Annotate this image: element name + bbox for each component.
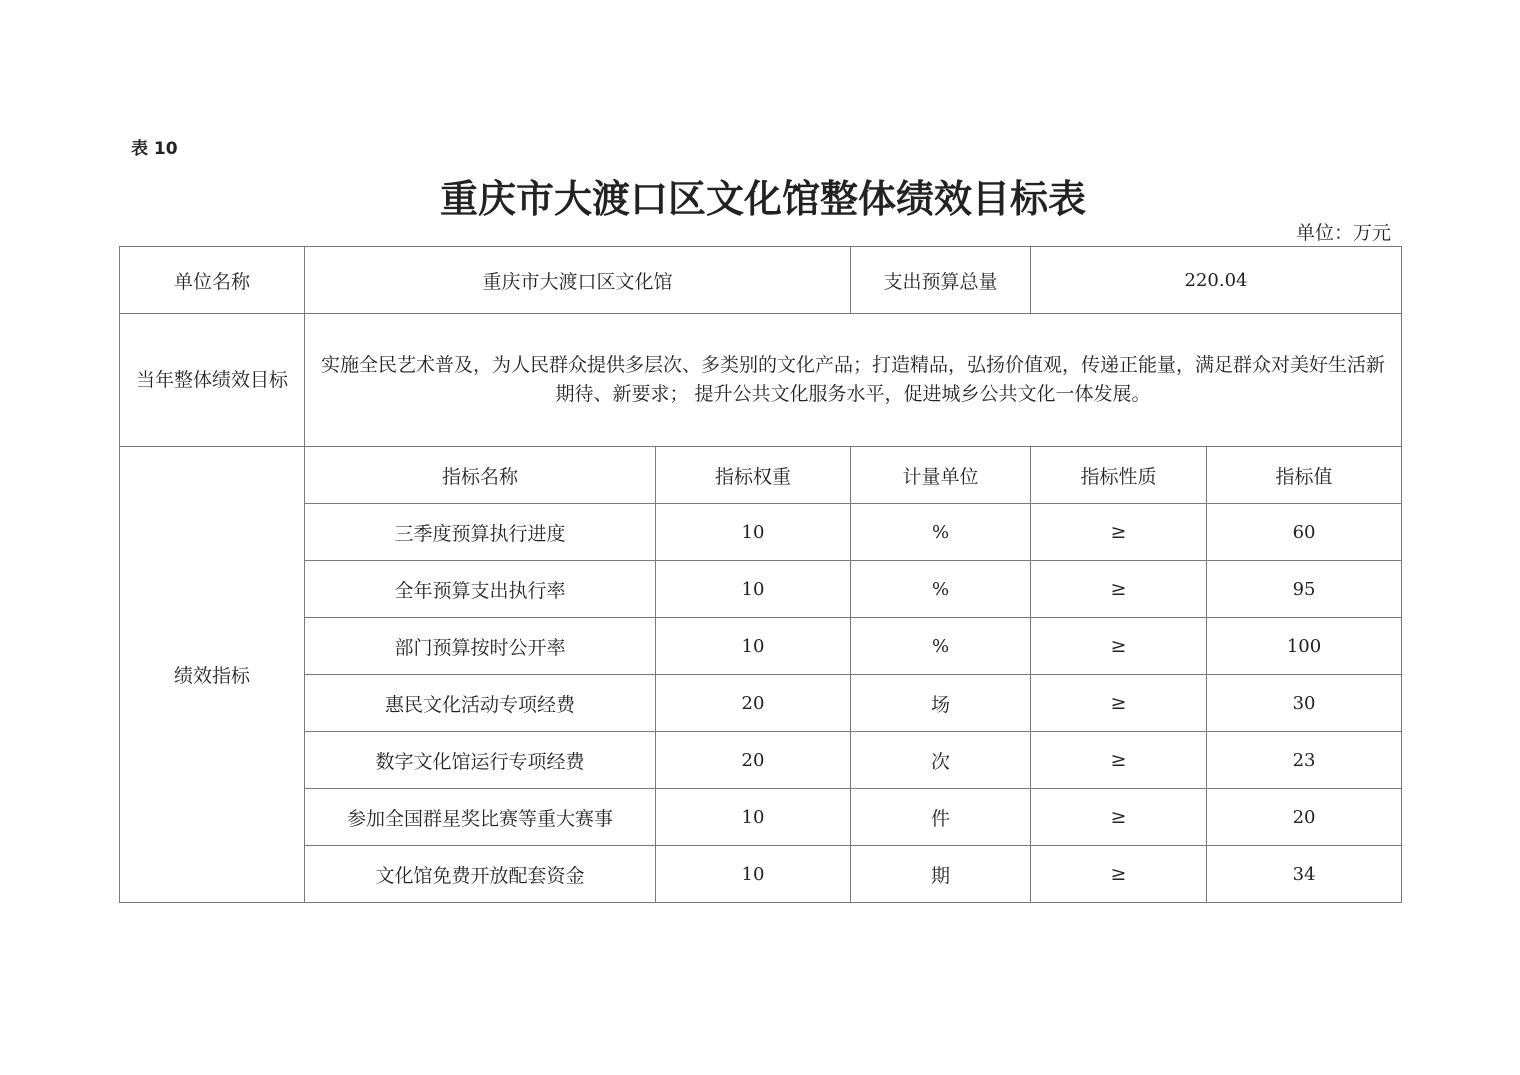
budget-label: 支出预算总量 bbox=[851, 247, 1031, 314]
goal-text: 实施全民艺术普及，为人民群众提供多层次、多类别的文化产品；打造精品，弘扬价值观，传递正能量，满足群众对美好生活新期待、新要求； 提升公共文化服务水平，促进城乡公共文化一体发展。 bbox=[305, 314, 1402, 447]
indicator-unit: 场 bbox=[851, 675, 1031, 732]
column-header: 指标名称 bbox=[305, 447, 656, 504]
indicator-unit: % bbox=[851, 618, 1031, 675]
indicator-nature: ≥ bbox=[1031, 732, 1207, 789]
unit-name-value: 重庆市大渡口区文化馆 bbox=[305, 247, 851, 314]
indicator-weight: 10 bbox=[656, 504, 851, 561]
indicator-weight: 10 bbox=[656, 846, 851, 903]
indicator-value: 20 bbox=[1207, 789, 1402, 846]
page-title: 重庆市大渡口区文化馆整体绩效目标表 bbox=[439, 177, 1086, 221]
indicator-weight: 20 bbox=[656, 732, 851, 789]
indicator-unit: 期 bbox=[851, 846, 1031, 903]
indicator-name: 文化馆免费开放配套资金 bbox=[305, 846, 656, 903]
indicator-name: 部门预算按时公开率 bbox=[305, 618, 656, 675]
indicator-value: 95 bbox=[1207, 561, 1402, 618]
indicator-unit: % bbox=[851, 504, 1031, 561]
column-header: 指标值 bbox=[1207, 447, 1402, 504]
indicator-value: 30 bbox=[1207, 675, 1402, 732]
indicator-nature: ≥ bbox=[1031, 846, 1207, 903]
table-row bbox=[120, 732, 1402, 789]
table-row bbox=[120, 618, 1402, 675]
goal-row bbox=[120, 314, 1402, 447]
performance-table bbox=[119, 246, 1402, 903]
indicator-nature: ≥ bbox=[1031, 675, 1207, 732]
indicator-name: 三季度预算执行进度 bbox=[305, 504, 656, 561]
table-row bbox=[120, 789, 1402, 846]
indicator-nature: ≥ bbox=[1031, 504, 1207, 561]
indicator-value: 60 bbox=[1207, 504, 1402, 561]
table-row bbox=[120, 675, 1402, 732]
table-row bbox=[120, 561, 1402, 618]
indicator-nature: ≥ bbox=[1031, 561, 1207, 618]
indicator-weight: 20 bbox=[656, 675, 851, 732]
indicator-value: 23 bbox=[1207, 732, 1402, 789]
indicator-weight: 10 bbox=[656, 618, 851, 675]
indicator-weight: 10 bbox=[656, 561, 851, 618]
unit-note: 单位：万元 bbox=[1295, 222, 1391, 244]
column-header: 计量单位 bbox=[851, 447, 1031, 504]
indicator-value: 100 bbox=[1207, 618, 1402, 675]
indicators-section-label: 绩效指标 bbox=[120, 447, 305, 903]
table-row bbox=[120, 846, 1402, 903]
indicator-header-row bbox=[120, 447, 1402, 504]
unit-name-label: 单位名称 bbox=[120, 247, 305, 314]
column-header: 指标权重 bbox=[656, 447, 851, 504]
indicator-nature: ≥ bbox=[1031, 618, 1207, 675]
column-header: 指标性质 bbox=[1031, 447, 1207, 504]
table-row bbox=[120, 504, 1402, 561]
indicator-name: 数字文化馆运行专项经费 bbox=[305, 732, 656, 789]
indicator-name: 惠民文化活动专项经费 bbox=[305, 675, 656, 732]
indicator-value: 34 bbox=[1207, 846, 1402, 903]
budget-value: 220.04 bbox=[1031, 247, 1402, 314]
indicator-unit: 次 bbox=[851, 732, 1031, 789]
indicator-weight: 10 bbox=[656, 789, 851, 846]
indicator-name: 全年预算支出执行率 bbox=[305, 561, 656, 618]
indicator-unit: 件 bbox=[851, 789, 1031, 846]
indicator-unit: % bbox=[851, 561, 1031, 618]
goal-label: 当年整体绩效目标 bbox=[120, 314, 305, 447]
indicator-name: 参加全国群星奖比赛等重大赛事 bbox=[305, 789, 656, 846]
info-row bbox=[120, 247, 1402, 314]
indicator-nature: ≥ bbox=[1031, 789, 1207, 846]
table-number: 表 10 bbox=[131, 139, 178, 159]
